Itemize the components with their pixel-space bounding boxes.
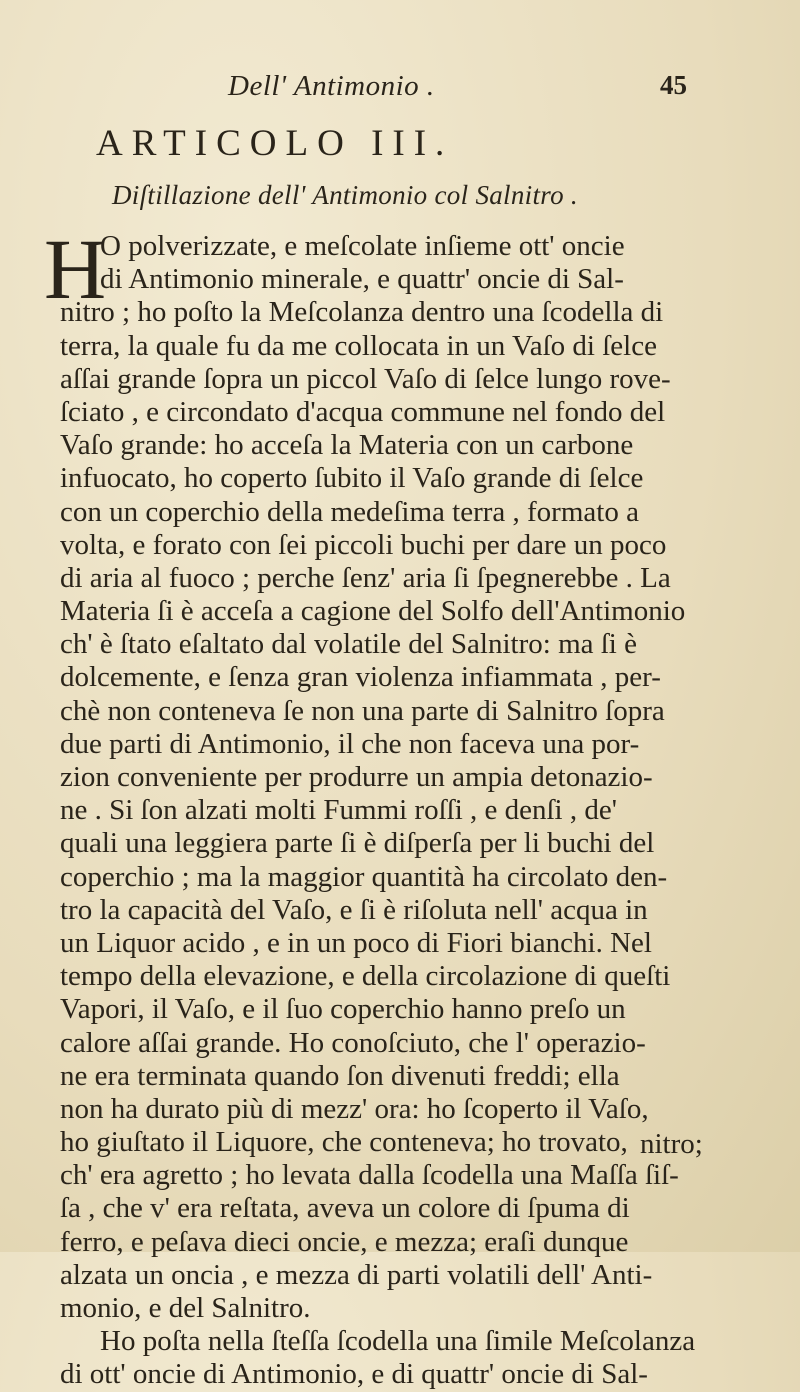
text-line: ch' è ſtato eſaltato dal volatile del Salnitro: ma ſi è (60, 628, 637, 661)
text-line: di aria al fuoco ; perche ſenz' aria ſi ſpegnerebbe . La (60, 561, 671, 594)
text-line: con un coperchio della medeſima terra , formato a (60, 495, 639, 528)
catchword: nitro; (640, 1128, 703, 1160)
text-line: Ho poſta nella ſteſſa ſcodella una ſimile Meſcolanza (100, 1325, 696, 1358)
text-line: infuocato, ho coperto ſubito il Vaſo grande di ſelce (60, 462, 644, 495)
text-line: di ott' oncie di Antimonio, e di quattr' oncie di Sal- (60, 1358, 648, 1391)
text-line: Vaſo grande: ho acceſa la Materia con un carbone (60, 429, 634, 462)
text-line: ho giuſtato il Liquore, che conteneva; ho trovato, (60, 1126, 628, 1159)
text-line: ſa , che v' era reſtata, aveva un colore di ſpuma di (60, 1192, 630, 1225)
text-line: monio, e del Salnitro. (60, 1292, 311, 1324)
text-line: nitro ; ho poſto la Meſcolanza dentro una ſcodella di (60, 296, 664, 329)
text-line: ch' era agretto ; ho levata dalla ſcodella una Maſſa ſiſ- (60, 1159, 679, 1192)
text-line: non ha durato più di mezz' ora: ho ſcoperto il Vaſo, (60, 1092, 649, 1125)
text-line: tro la capacità del Vaſo, e ſi è riſoluta nell' acqua in (60, 893, 648, 926)
text-line: ſciato , e circondato d'acqua commune nel fondo del (60, 395, 666, 428)
drop-cap: H (44, 221, 107, 317)
page-number: 45 (660, 70, 687, 100)
text-line: ferro, e peſava dieci oncie, e mezza; eraſi dunque (60, 1225, 629, 1258)
text-line: tempo della elevazione, e della circolazione di queſti (60, 960, 671, 993)
text-line: aſſai grande ſopra un piccol Vaſo di ſelce lungo rove- (60, 362, 671, 395)
text-line: chè non conteneva ſe non una parte di Salnitro ſopra (60, 694, 665, 727)
text-line: volta, e forato con ſei piccoli buchi per dare un poco (60, 528, 667, 561)
text-line: alzata un oncia , e mezza di parti volatili dell' Anti- (60, 1258, 653, 1291)
text-line: Vapori, il Vaſo, e il ſuo coperchio hanno preſo un (60, 993, 626, 1026)
text-line: calore aſſai grande. Ho conoſciuto, che l' operazio- (60, 1026, 646, 1059)
article-title: ARTICOLO III. (96, 123, 454, 164)
article-subtitle: Diſtillazione dell' Antimonio col Salnitro . (112, 180, 578, 210)
body-text (60, 230, 750, 1392)
text-line: O polverizzate, e meſcolate inſieme ott' oncie (100, 230, 625, 262)
text-line: quali una leggiera parte ſi è diſperſa per li buchi del (60, 827, 655, 860)
text-line: terra, la quale fu da me collocata in un Vaſo di ſelce (60, 329, 657, 362)
running-head: Dell' Antimonio . (228, 70, 435, 102)
text-line: ne era terminata quando ſon divenuti freddi; ella (60, 1059, 620, 1092)
text-line: di Antimonio minerale, e quattr' oncie di Sal- (100, 263, 624, 296)
text-line: coperchio ; ma la maggior quantità ha circolato den- (60, 860, 668, 893)
text-line: un Liquor acido , e in un poco di Fiori bianchi. Nel (60, 926, 652, 959)
text-line: zion conveniente per produrre un ampia detonazio- (60, 761, 653, 793)
text-line: due parti di Antimonio, il che non faceva una por- (60, 727, 640, 760)
text-line: Materia ſi è acceſa a cagione del Solfo dell'Antimonio (60, 595, 686, 628)
text-line: dolcemente, e ſenza gran violenza infiammata , per- (60, 661, 661, 694)
text-line: ne . Si ſon alzati molti Fummi roſſi , e denſi , de' (60, 794, 617, 827)
